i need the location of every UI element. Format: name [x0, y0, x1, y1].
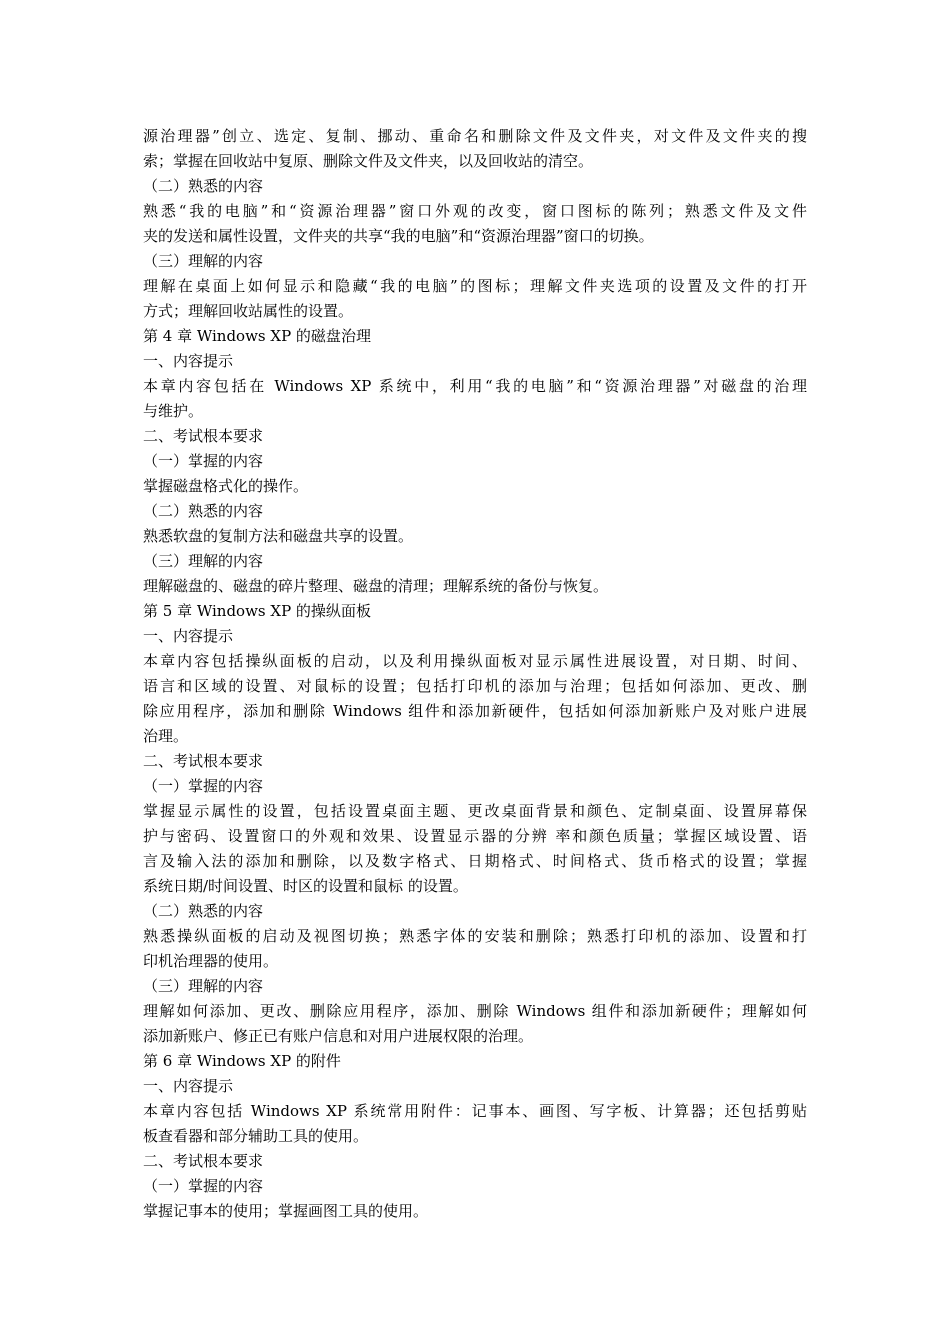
- text-line: 理解磁盘的、磁盘的碎片整理、磁盘的清理；理解系统的备份与恢复。: [143, 577, 609, 595]
- text-line: （二）熟悉的内容: [143, 502, 264, 520]
- text-line: 本章内容包括 Windows XP 系统常用附件：记事本、画图、写字板、计算器；还包括剪贴: [143, 1102, 807, 1120]
- text-line: 二、考试根本要求: [143, 752, 264, 770]
- text-line: 系统日期/时间设置、时区的设置和鼠标 的设置。: [143, 877, 468, 895]
- text-line: 一、内容提示: [143, 352, 234, 370]
- text-line: 二、考试根本要求: [143, 1152, 264, 1170]
- text-line: （一）掌握的内容: [143, 777, 264, 795]
- text-line: 掌握显示属性的设置，包括设置桌面主题、更改桌面背景和颜色、定制桌面、设置屏幕保: [143, 802, 807, 820]
- text-line: 治理。: [143, 727, 189, 745]
- text-line: 第 4 章 Windows XP 的磁盘治理: [143, 327, 371, 345]
- text-line: 第 5 章 Windows XP 的操纵面板: [143, 602, 371, 620]
- text-line: （一）掌握的内容: [143, 1177, 264, 1195]
- text-line: 熟悉“我的电脑”和“资源治理器”窗口外观的改变，窗口图标的陈列；熟悉文件及文件: [143, 202, 807, 220]
- text-line: （二）熟悉的内容: [143, 177, 264, 195]
- text-line: （三）理解的内容: [143, 977, 264, 995]
- text-line: 语言和区域的设置、对鼠标的设置；包括打印机的添加与治理；包括如何添加、更改、删: [143, 677, 807, 695]
- text-line: 夹的发送和属性设置，文件夹的共享“我的电脑”和“资源治理器”窗口的切换。: [143, 227, 654, 245]
- document-body: [143, 124, 807, 1224]
- text-line: 添加新账户、修正已有账户信息和对用户进展权限的治理。: [143, 1027, 534, 1045]
- text-line: 掌握记事本的使用；掌握画图工具的使用。: [143, 1202, 429, 1220]
- text-line: 理解在桌面上如何显示和隐藏“我的电脑”的图标；理解文件夹选项的设置及文件的打开: [143, 277, 807, 295]
- text-line: 理解如何添加、更改、删除应用程序，添加、删除 Windows 组件和添加新硬件；理解如何: [143, 1002, 807, 1020]
- text-line: 除应用程序，添加和删除 Windows 组件和添加新硬件，包括如何添加新账户及对账户进展: [143, 702, 807, 720]
- text-line: 熟悉操纵面板的启动及视图切换；熟悉字体的安装和删除；熟悉打印机的添加、设置和打: [143, 927, 807, 945]
- text-line: （一）掌握的内容: [143, 452, 264, 470]
- text-line: （二）熟悉的内容: [143, 902, 264, 920]
- text-line: 言及输入法的添加和删除，以及数字格式、日期格式、时间格式、货币格式的设置；掌握: [143, 852, 807, 870]
- text-line: 与维护。: [143, 402, 204, 420]
- text-line: 板查看器和部分辅助工具的使用。: [143, 1127, 369, 1145]
- text-line: 索；掌握在回收站中复原、删除文件及文件夹，以及回收站的清空。: [143, 152, 594, 170]
- text-line: 源治理器”创立、选定、复制、挪动、重命名和删除文件及文件夹，对文件及文件夹的搜: [143, 127, 807, 145]
- text-line: 印机治理器的使用。: [143, 952, 279, 970]
- text-line: 第 6 章 Windows XP 的附件: [143, 1052, 341, 1070]
- text-line: 一、内容提示: [143, 627, 234, 645]
- text-line: 熟悉软盘的复制方法和磁盘共享的设置。: [143, 527, 414, 545]
- text-line: 护与密码、设置窗口的外观和效果、设置显示器的分辨 率和颜色质量；掌握区域设置、语: [143, 827, 807, 845]
- text-line: 本章内容包括操纵面板的启动，以及利用操纵面板对显示属性进展设置，对日期、时间、: [143, 652, 807, 670]
- text-line: 方式；理解回收站属性的设置。: [143, 302, 354, 320]
- text-line: （三）理解的内容: [143, 552, 264, 570]
- text-line: 掌握磁盘格式化的操作。: [143, 477, 309, 495]
- text-line: 二、考试根本要求: [143, 427, 264, 445]
- text-line: 本章内容包括在 Windows XP 系统中，利用“我的电脑”和“资源治理器”对磁盘的治理: [143, 377, 807, 395]
- text-line: （三）理解的内容: [143, 252, 264, 270]
- text-line: 一、内容提示: [143, 1077, 234, 1095]
